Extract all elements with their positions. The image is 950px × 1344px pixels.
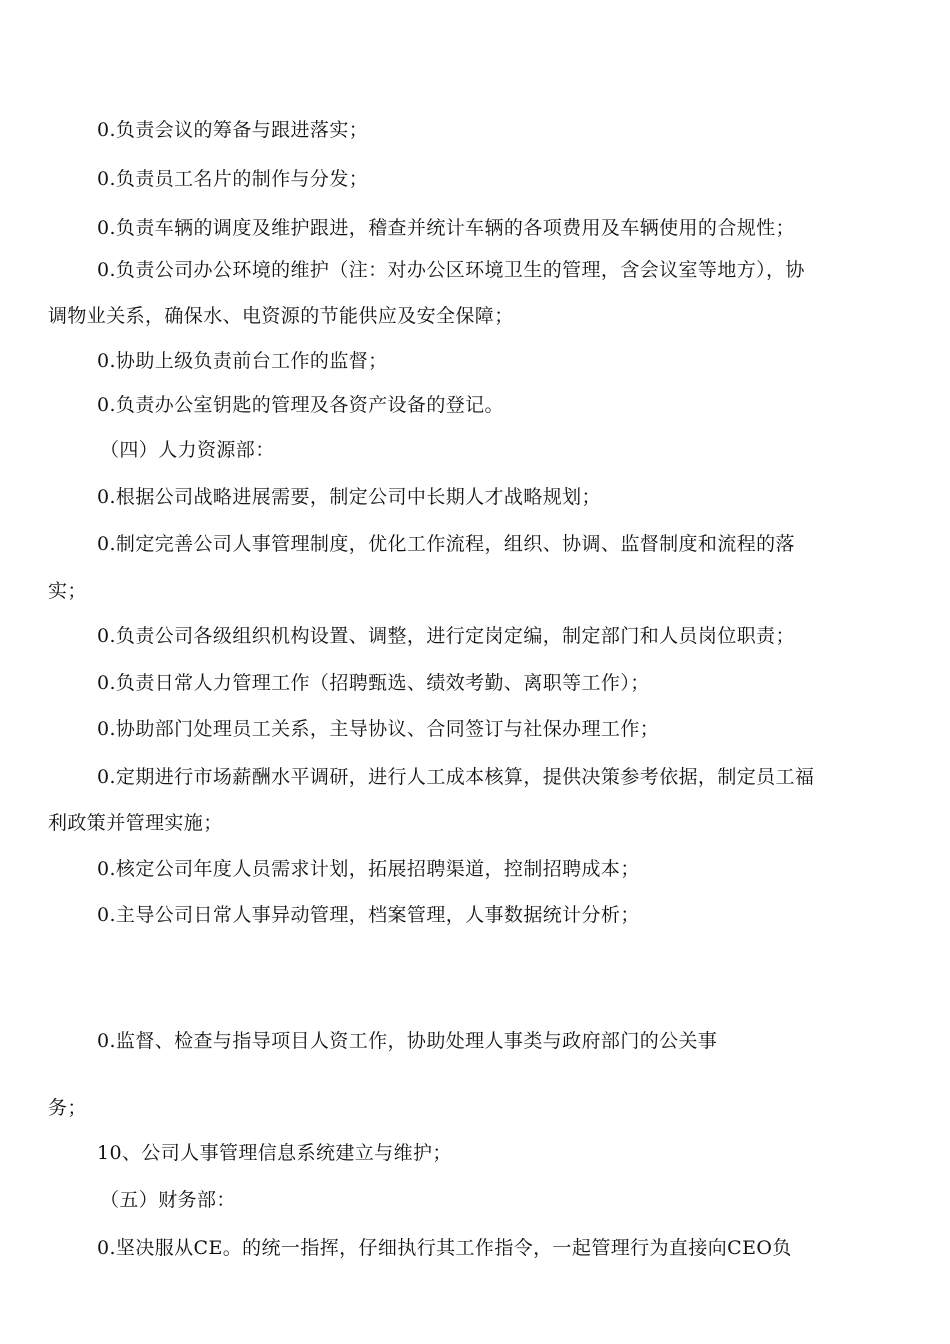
paragraph-line: 10、公司人事管理信息系统建立与维护； xyxy=(97,1142,452,1164)
paragraph-line: 0.主导公司日常人事异动管理，档案管理，人事数据统计分析； xyxy=(97,904,640,926)
paragraph-line: 务； xyxy=(48,1097,87,1119)
paragraph-line: 0.负责车辆的调度及维护跟进，稽查并统计车辆的各项费用及车辆使用的合规性； xyxy=(97,217,795,239)
paragraph-line: 实； xyxy=(48,580,87,602)
paragraph-line: 0.协助部门处理员工关系，主导协议、合同签订与社保办理工作； xyxy=(97,718,660,740)
paragraph-line: 0.负责日常人力管理工作（招聘甄选、绩效考勤、离职等工作）； xyxy=(97,672,650,694)
section-heading: （四）人力资源部： xyxy=(100,439,275,461)
paragraph-line: 0.制定完善公司人事管理制度，优化工作流程，组织、协调、监督制度和流程的落 xyxy=(97,533,795,555)
paragraph-line: 0.负责公司各级组织机构设置、调整，进行定岗定编，制定部门和人员岗位职责； xyxy=(97,625,795,647)
paragraph-line: 0.监督、检查与指导项目人资工作，协助处理人事类与政府部门的公关事 xyxy=(97,1030,718,1052)
paragraph-line: 0.负责办公室钥匙的管理及各资产设备的登记。 xyxy=(97,394,504,416)
paragraph-line: 0.定期进行市场薪酬水平调研，进行人工成本核算，提供决策参考依据，制定员工福 xyxy=(97,766,815,788)
paragraph-line: 0.协助上级负责前台工作的监督； xyxy=(97,350,388,372)
paragraph-line: 0.负责员工名片的制作与分发； xyxy=(97,168,369,190)
paragraph-line: 0.负责会议的筹备与跟进落实； xyxy=(97,119,369,141)
paragraph-line: 利政策并管理实施； xyxy=(48,812,223,834)
paragraph-line: 0.核定公司年度人员需求计划，拓展招聘渠道，控制招聘成本； xyxy=(97,858,640,880)
paragraph-line: 0.根据公司战略进展需要，制定公司中长期人才战略规划； xyxy=(97,486,601,508)
paragraph-line: 0.负责公司办公环境的维护（注：对办公区环境卫生的管理，含会议室等地方），协 xyxy=(97,259,805,281)
paragraph-line: 调物业关系，确保水、电资源的节能供应及安全保障； xyxy=(48,305,514,327)
section-heading: （五）财务部： xyxy=(100,1189,236,1211)
paragraph-line: 0.坚决服从CE。的统一指挥，仔细执行其工作指令，一起管理行为直接向CEO负 xyxy=(97,1237,792,1259)
